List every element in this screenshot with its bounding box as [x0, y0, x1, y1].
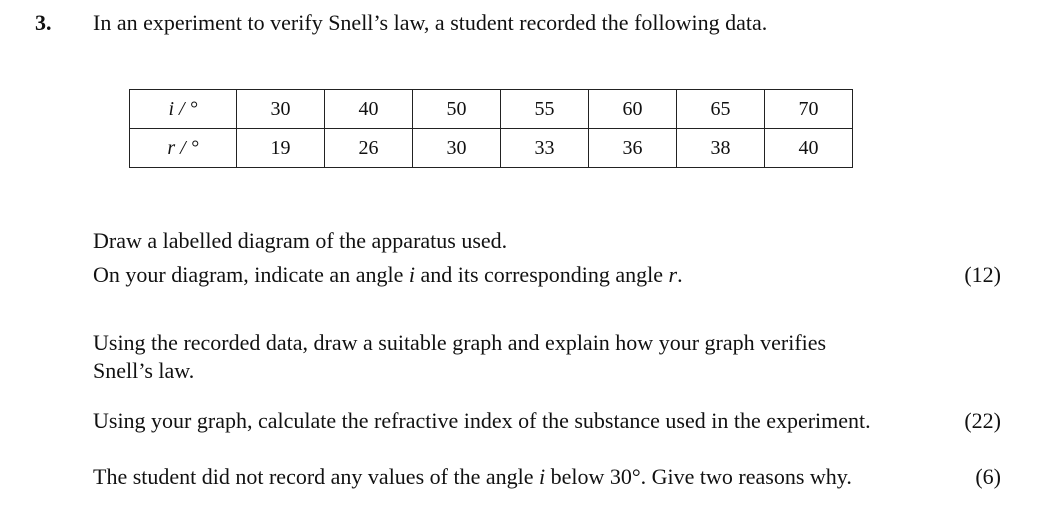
part1-line2 [93, 262, 683, 288]
row-header-r: r / ° [130, 129, 237, 168]
part1-line2-text-c: . [677, 262, 683, 287]
table-cell: 40 [765, 129, 853, 168]
table-cell: 40 [325, 90, 413, 129]
table-cell: 50 [413, 90, 501, 129]
part1-line1: Draw a labelled diagram of the apparatus used. [93, 228, 508, 253]
table-cell: 60 [589, 90, 677, 129]
part2-line1: Using the recorded data, draw a suitable graph and explain how your graph verifies [93, 330, 827, 355]
part4-text-b: below 30°. Give two reasons why. [545, 464, 852, 489]
row-header-i: i / ° [130, 90, 237, 129]
table-cell: 19 [237, 129, 325, 168]
table-row [130, 90, 853, 129]
table-cell: 55 [501, 90, 589, 129]
question-number: 3. [35, 10, 52, 35]
part4-line1 [93, 464, 852, 490]
table-cell: 33 [501, 129, 589, 168]
part1-line2-text-b: and its corresponding angle [414, 262, 669, 287]
part1-line2-text-a: On your diagram, indicate an angle [93, 262, 409, 287]
table-cell: 26 [325, 129, 413, 168]
table-cell: 38 [677, 129, 765, 168]
part2-line2: Snell’s law. [93, 358, 195, 383]
table-cell: 30 [237, 90, 325, 129]
part4-text-a: The student did not record any values of the angle [93, 464, 539, 489]
table-row [130, 129, 853, 168]
table-cell: 70 [765, 90, 853, 129]
table-cell: 36 [589, 129, 677, 168]
data-table [129, 89, 853, 168]
angle-r-symbol: r [668, 262, 678, 287]
table-cell: 65 [677, 90, 765, 129]
part3-line1: Using your graph, calculate the refractive index of the substance used in the experiment. [93, 408, 871, 433]
part1-marks: (12) [964, 262, 1001, 287]
angle-i-symbol: i [408, 262, 415, 287]
part4-marks: (6) [975, 464, 1001, 489]
part3-marks: (22) [964, 408, 1001, 433]
table-cell: 30 [413, 129, 501, 168]
angle-i-symbol: i [538, 464, 546, 489]
question-stem: In an experiment to verify Snell’s law, a student recorded the following data. [93, 10, 768, 35]
